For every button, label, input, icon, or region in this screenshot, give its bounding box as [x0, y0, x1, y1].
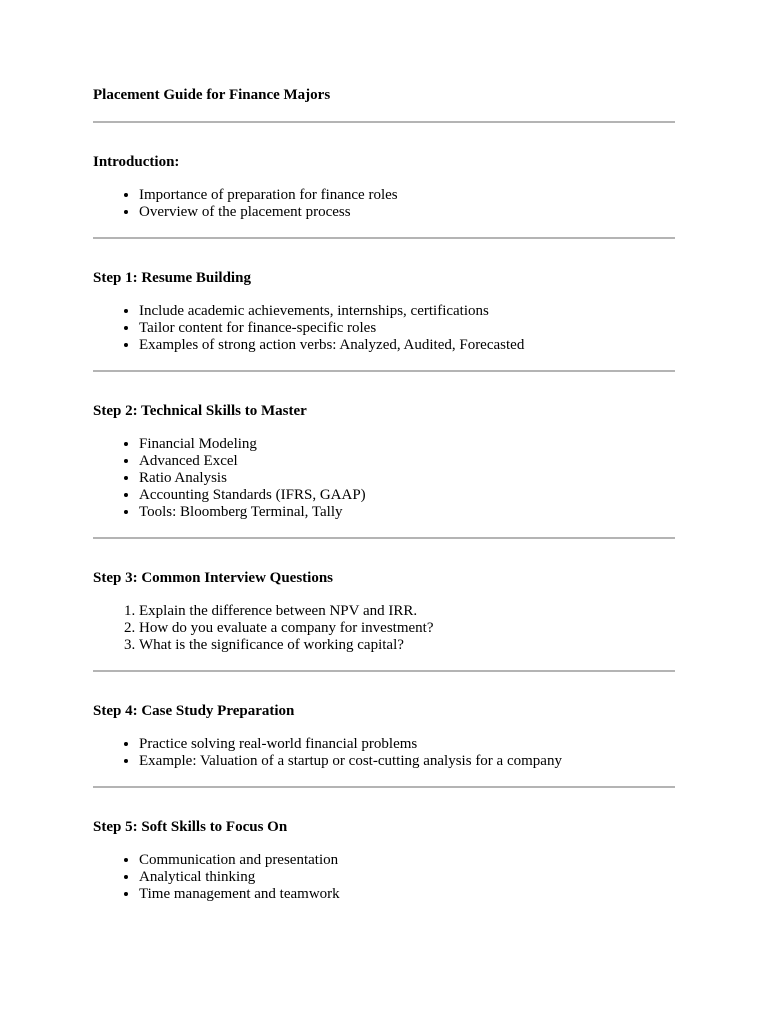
- section-resume-building: [93, 270, 675, 354]
- numbered-list: [93, 603, 675, 654]
- section-technical-skills: [93, 403, 675, 521]
- list-item: 3. What is the significance of working capital?: [139, 637, 675, 654]
- list-item: • Include academic achievements, internships, certifications: [139, 303, 675, 320]
- list-item: 1. Explain the difference between NPV and IRR.: [139, 603, 675, 620]
- document-title: Placement Guide for Finance Majors: [93, 87, 331, 103]
- section-introduction: [93, 154, 675, 221]
- list-item: • Ratio Analysis: [139, 470, 675, 487]
- bullet-list: [93, 736, 675, 770]
- section-interview-questions: [93, 570, 675, 654]
- list-item: • Analytical thinking: [139, 869, 675, 886]
- section-heading: Step 2: Technical Skills to Master: [93, 403, 307, 419]
- section-heading: Step 1: Resume Building: [93, 270, 251, 286]
- list-item: • Communication and presentation: [139, 852, 675, 869]
- list-item: • Examples of strong action verbs: Analyzed, Audited, Forecasted: [139, 337, 675, 354]
- list-item: • Accounting Standards (IFRS, GAAP): [139, 487, 675, 504]
- bullet-list: [93, 303, 675, 354]
- bullet-list: [93, 187, 675, 221]
- horizontal-rule: [93, 121, 675, 123]
- list-item: • Time management and teamwork: [139, 886, 675, 903]
- document-content: [93, 87, 675, 903]
- horizontal-rule: [93, 237, 675, 239]
- section-heading: Step 4: Case Study Preparation: [93, 703, 295, 719]
- section-case-study: [93, 703, 675, 770]
- section-heading: Introduction:: [93, 154, 180, 170]
- section-heading: Step 3: Common Interview Questions: [93, 570, 333, 586]
- horizontal-rule: [93, 370, 675, 372]
- list-item: 2. How do you evaluate a company for investment?: [139, 620, 675, 637]
- list-item: • Importance of preparation for finance roles: [139, 187, 675, 204]
- horizontal-rule: [93, 786, 675, 788]
- horizontal-rule: [93, 670, 675, 672]
- bullet-list: [93, 852, 675, 903]
- bullet-list: [93, 436, 675, 521]
- list-item: • Overview of the placement process: [139, 204, 675, 221]
- list-item: • Tailor content for finance-specific roles: [139, 320, 675, 337]
- list-item: • Financial Modeling: [139, 436, 675, 453]
- list-item: • Practice solving real-world financial problems: [139, 736, 675, 753]
- list-item: • Tools: Bloomberg Terminal, Tally: [139, 504, 675, 521]
- list-item: • Advanced Excel: [139, 453, 675, 470]
- section-soft-skills: [93, 819, 675, 903]
- section-heading: Step 5: Soft Skills to Focus On: [93, 819, 288, 835]
- horizontal-rule: [93, 537, 675, 539]
- list-item: • Example: Valuation of a startup or cost-cutting analysis for a company: [139, 753, 675, 770]
